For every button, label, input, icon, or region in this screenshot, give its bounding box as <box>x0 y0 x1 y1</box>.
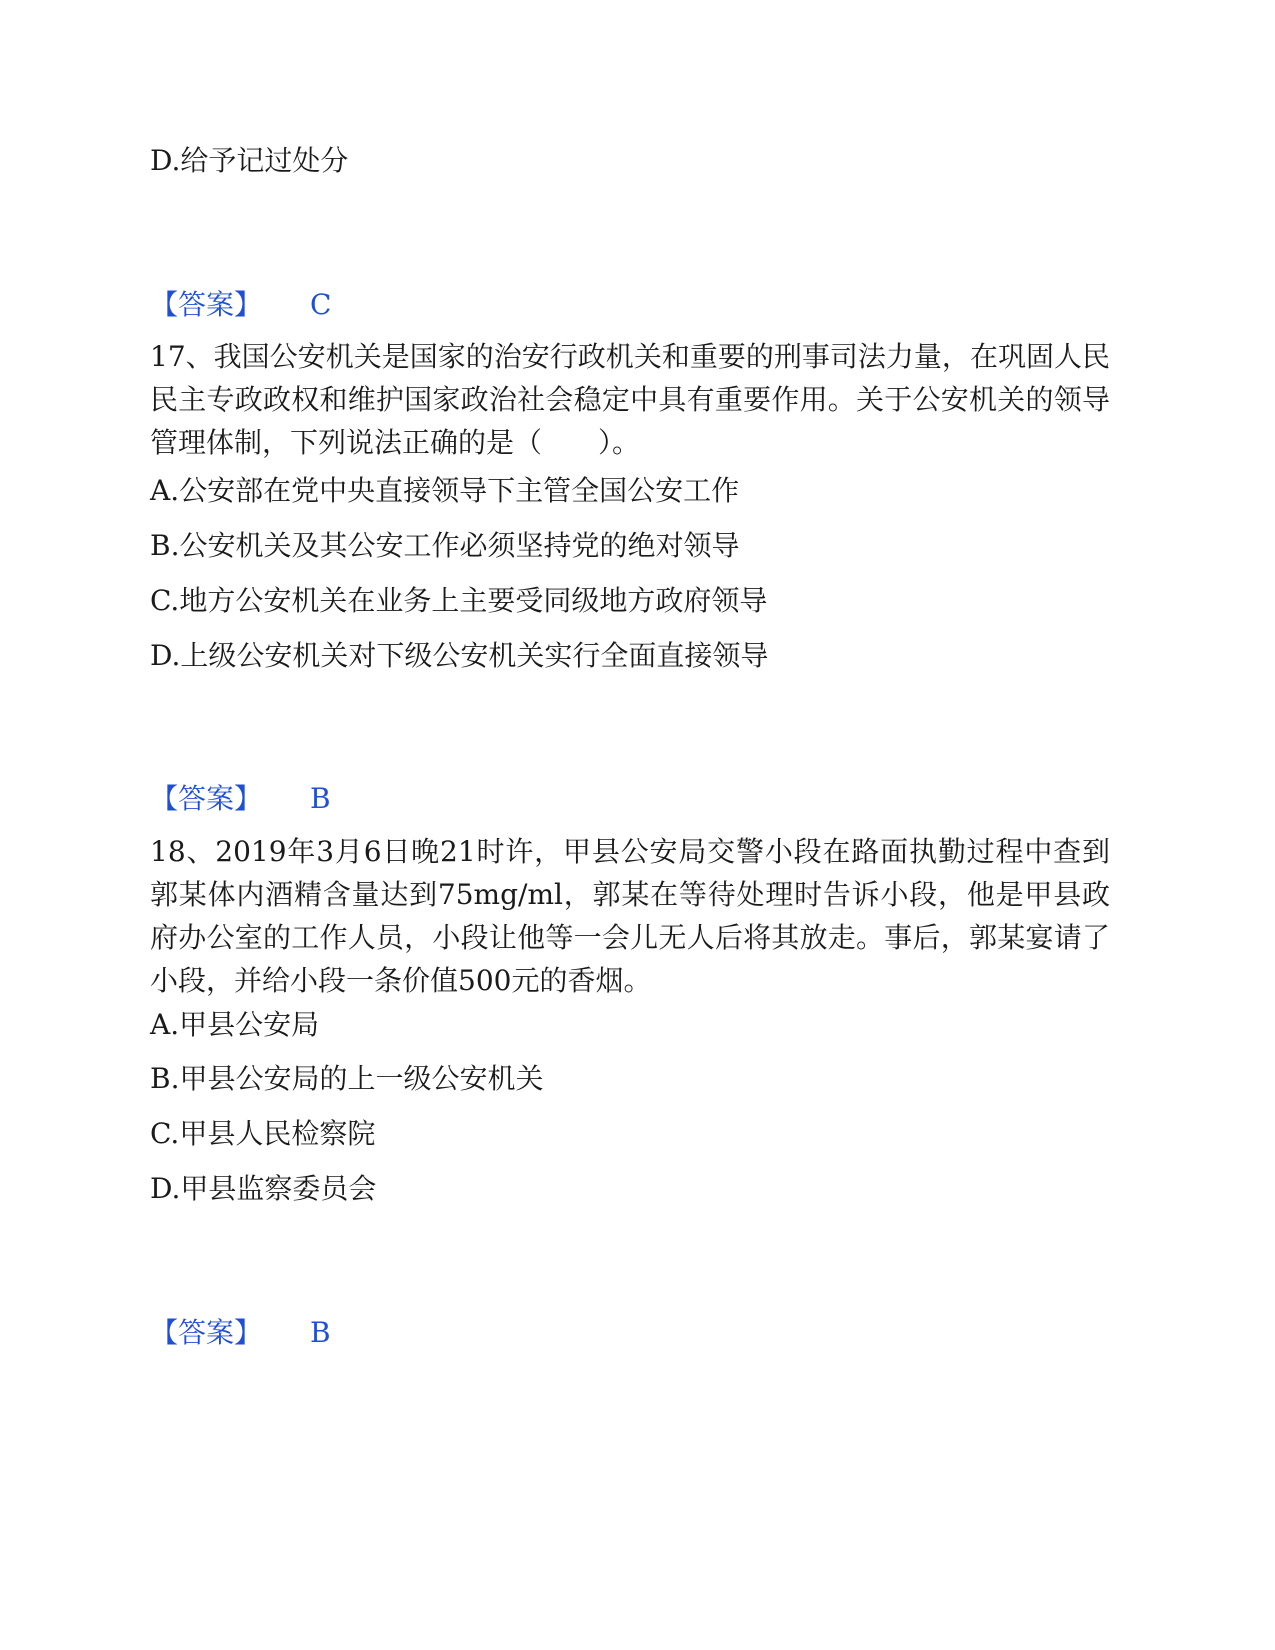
answer-value: B <box>310 1316 331 1349</box>
prev-option-d: D.给予记过处分 <box>150 144 349 177</box>
q17-answer <box>150 778 331 820</box>
answer-label: 【答案】 <box>150 1316 263 1349</box>
answer-value: B <box>310 782 331 815</box>
prev-answer <box>150 284 331 326</box>
q18-option-b: B.甲县公安局的上一级公安机关 <box>150 1062 544 1095</box>
q17-option-b: B.公安机关及其公安工作必须坚持党的绝对领导 <box>150 529 740 562</box>
q18-stem: 18、2019年3月6日晚21时许，甲县公安局交警小段在路面执勤过程中查到郭某体内酒精含量达到75mg/ml，郭某在等待处理时告诉小段，他是甲县政府办公室的工作人员，小段让他等一会儿无人后将其放走。事后，郭某宴请了小段，并给小段一条价值500元的香烟。 <box>150 835 1110 997</box>
answer-label: 【答案】 <box>150 288 263 321</box>
answer-label: 【答案】 <box>150 782 263 815</box>
answer-value: C <box>310 288 332 321</box>
q18-option-c: C.甲县人民检察院 <box>150 1117 376 1150</box>
q17-option-d: D.上级公安机关对下级公安机关实行全面直接领导 <box>150 639 769 672</box>
q18-option-d: D.甲县监察委员会 <box>150 1172 377 1205</box>
q17-option-a: A.公安部在党中央直接领导下主管全国公安工作 <box>150 474 740 507</box>
q17-stem: 17、我国公安机关是国家的治安行政机关和重要的刑事司法力量，在巩固人民民主专政政权和维护国家政治社会稳定中具有重要作用。关于公安机关的领导管理体制，下列说法正确的是（ ）。 <box>150 340 1110 459</box>
q18-option-a: A.甲县公安局 <box>150 1008 320 1041</box>
q17-option-c: C.地方公安机关在业务上主要受同级地方政府领导 <box>150 584 768 617</box>
q18-answer <box>150 1312 331 1354</box>
